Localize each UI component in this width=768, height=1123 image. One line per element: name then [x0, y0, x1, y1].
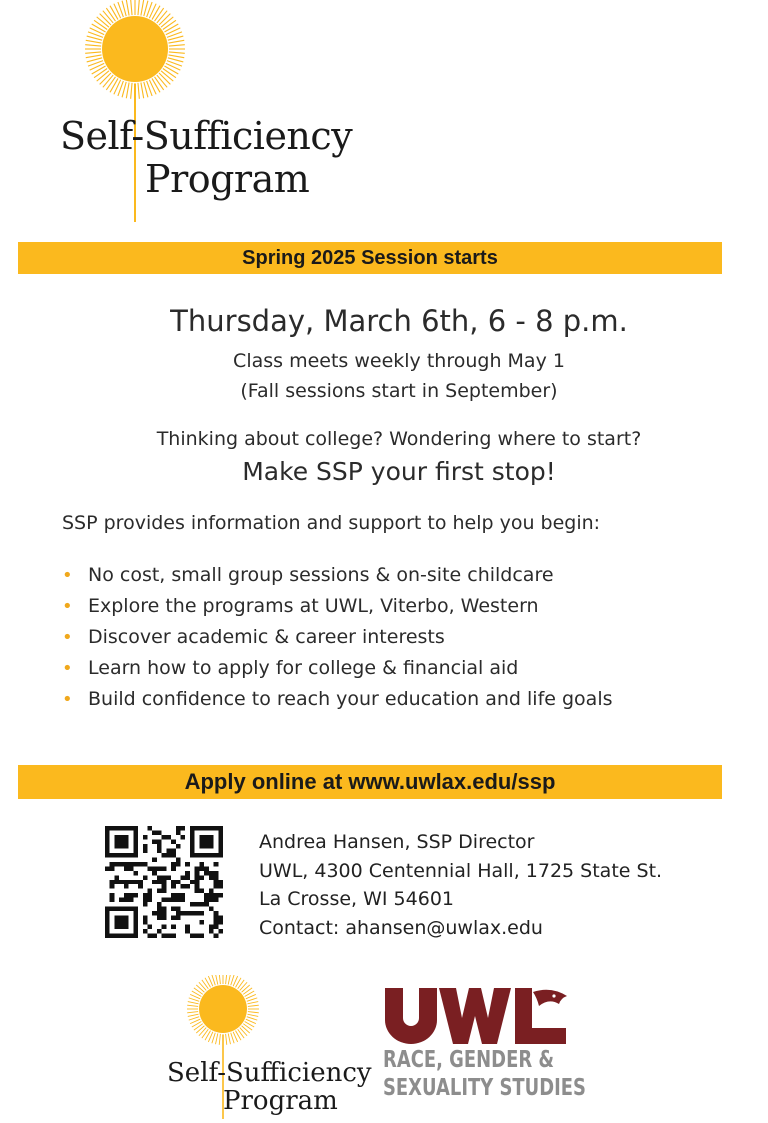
apply-banner: Apply online at www.uwlax.edu/ssp — [18, 765, 722, 799]
contact-name: Andrea Hansen, SSP Director — [259, 831, 535, 853]
department-name — [383, 1046, 586, 1102]
session-banner: Spring 2025 Session starts — [18, 242, 722, 274]
contact-block — [259, 828, 662, 942]
list-item-text: Learn how to apply for college & financial aid — [88, 657, 519, 679]
list-item-text: Build confidence to reach your education and life goals — [88, 688, 613, 710]
contact-email[interactable]: Contact: ahansen@uwlax.edu — [259, 916, 543, 939]
qr-code-icon[interactable] — [105, 826, 223, 938]
bullet-icon: • — [62, 658, 73, 679]
logo-line-2: Program — [223, 1086, 338, 1116]
logo-bottom — [165, 975, 375, 1119]
benefits-list — [62, 560, 613, 715]
uwl-wordmark — [383, 986, 573, 1046]
list-item — [62, 684, 613, 715]
uwl-logo — [383, 986, 586, 1114]
bullet-icon: • — [62, 596, 73, 617]
first-stop-heading: Make SSP your first stop! — [242, 457, 556, 486]
event-date: Thursday, March 6th, 6 - 8 p.m. — [170, 304, 628, 338]
logo-line-2: Program — [145, 157, 310, 201]
list-item-text: Explore the programs at UWL, Viterbo, Western — [88, 595, 539, 617]
intro-text: SSP provides information and support to help you begin: — [62, 512, 601, 534]
list-item — [62, 591, 613, 622]
fall-note: (Fall sessions start in September) — [240, 380, 558, 402]
contact-address-2: La Crosse, WI 54601 — [259, 888, 454, 910]
list-item — [62, 653, 613, 684]
list-item-text: Discover academic & career interests — [88, 626, 445, 648]
bullet-icon: • — [62, 565, 73, 586]
list-item — [62, 622, 613, 653]
contact-address-1: UWL, 4300 Centennial Hall, 1725 State St. — [259, 859, 663, 882]
list-item — [62, 560, 613, 591]
class-schedule: Class meets weekly through May 1 — [233, 350, 565, 372]
thinking-text: Thinking about college? Wondering where to start? — [156, 428, 642, 450]
list-item-text: No cost, small group sessions & on-site childcare — [88, 564, 554, 586]
logo-top — [60, 0, 360, 225]
bullet-icon: • — [62, 689, 73, 710]
logo-line-1: Self-Sufficiency — [167, 1058, 372, 1088]
bullet-icon: • — [62, 627, 73, 648]
logo-line-1: Self-Sufficiency — [60, 114, 353, 158]
department-line-1: RACE, GENDER & — [383, 1047, 555, 1073]
department-line-2: SEXUALITY STUDIES — [383, 1075, 586, 1101]
